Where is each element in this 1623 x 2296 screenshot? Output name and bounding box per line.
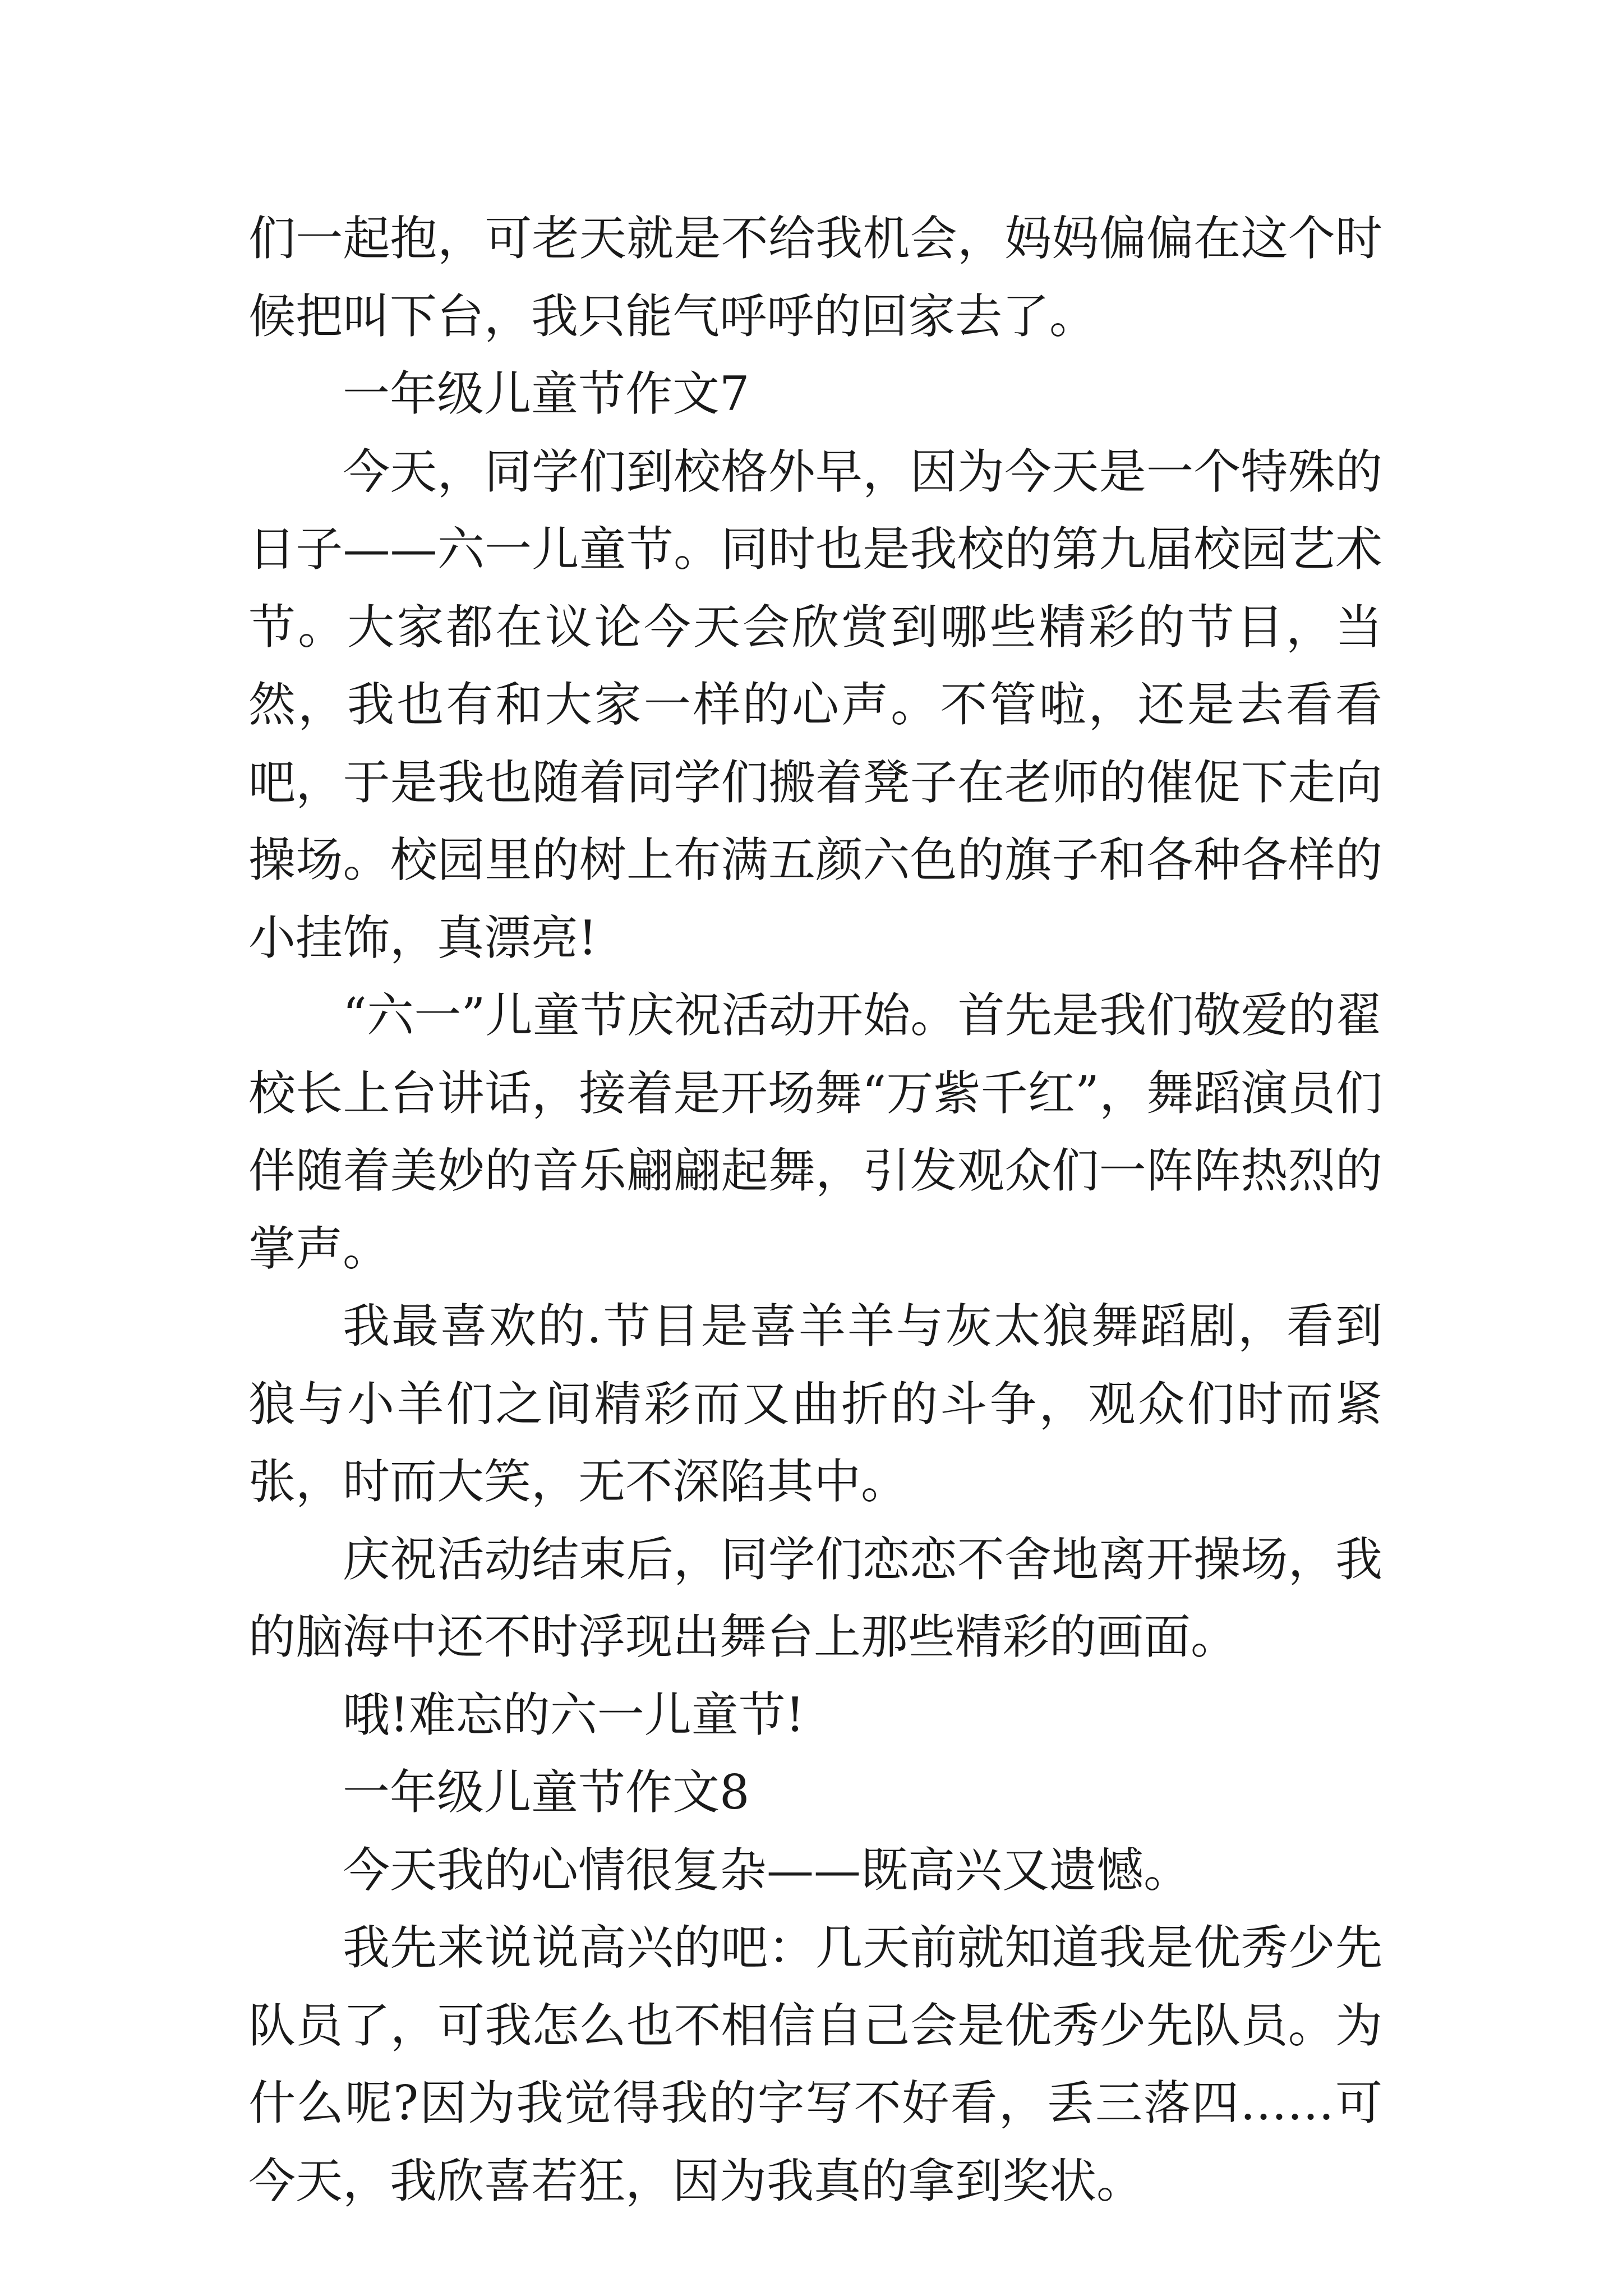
paragraph: 今天我的心情很复杂——既高兴又遗憾。 bbox=[343, 1842, 1191, 1898]
paragraph: 我先来说说高兴的吧：几天前就知道我是优秀少先队员了，可我怎么也不相信自己会是优秀少先队员。为什么呢?因为我觉得我的字写不好看，丢三落四……可今天，我欣喜若狂，因为我真的拿到奖状。 bbox=[248, 1920, 1382, 2208]
paragraph: 我最喜欢的.节目是喜羊羊与灰太狼舞蹈剧，看到狼与小羊们之间精彩而又曲折的斗争，观众们时而紧张，时而大笑，无不深陷其中。 bbox=[248, 1299, 1382, 1509]
paragraph: 今天，同学们到校格外早，因为今天是一个特殊的日子——六一儿童节。同时也是我校的第九届校园艺术节。大家都在议论今天会欣赏到哪些精彩的节目，当然，我也有和大家一样的心声。不管啦，还是去看看吧，于是我也随着同学们搬着凳子在老师的催促下走向操场。校园里的树上布满五颜六色的旗子和各种各样的小挂饰，真漂亮! bbox=[248, 444, 1382, 965]
paragraph-continuation: 们一起抱，可老天就是不给我机会，妈妈偏偏在这个时候把叫下台，我只能气呼呼的回家去了。 bbox=[248, 211, 1382, 344]
essay-heading-7: 一年级儿童节作文7 bbox=[343, 366, 750, 421]
essay-heading-8: 一年级儿童节作文8 bbox=[343, 1765, 750, 1820]
paragraph: “六一”儿童节庆祝活动开始。首先是我们敬爱的翟校长上台讲话，接着是开场舞“万紫千红”，舞蹈演员们伴随着美妙的音乐翩翩起舞，引发观众们一阵阵热烈的掌声。 bbox=[248, 988, 1382, 1276]
paragraph: 哦!难忘的六一儿童节! bbox=[343, 1687, 805, 1742]
paragraph: 庆祝活动结束后，同学们恋恋不舍地离开操场，我的脑海中还不时浮现出舞台上那些精彩的画面。 bbox=[248, 1531, 1382, 1664]
document-body bbox=[248, 200, 1382, 2220]
